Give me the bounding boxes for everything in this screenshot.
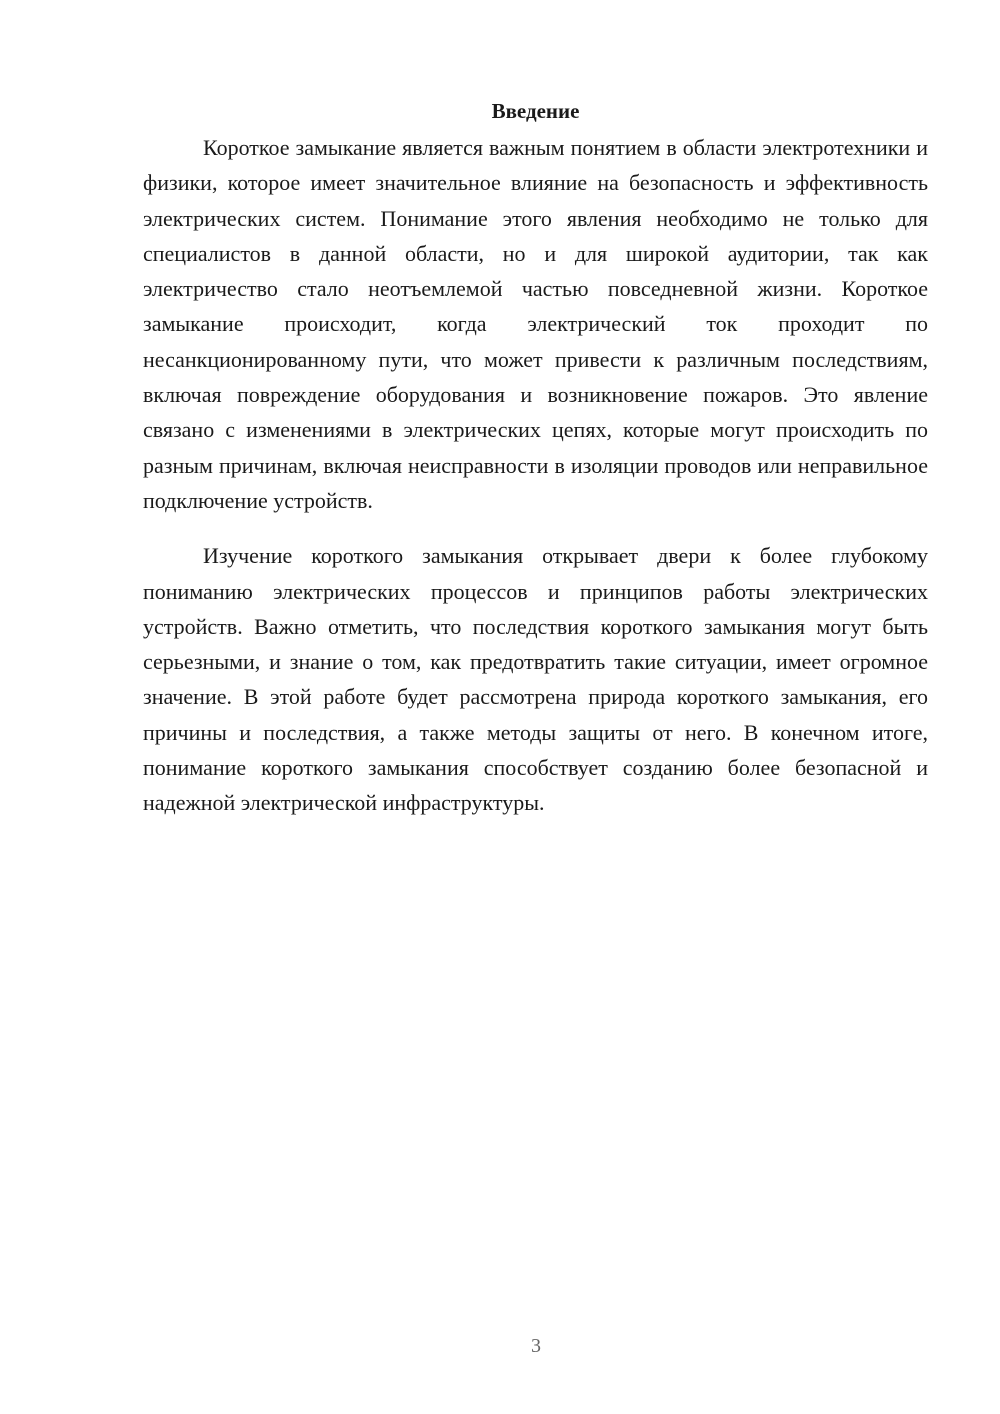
section-heading: Введение bbox=[491, 99, 580, 123]
paragraph-1: Короткое замыкание является важным понятием в области электротехники и физики, которое имеет значительное влияние на безопасность и эффективность электрических систем. Понимание этого явления необходимо не только для специалистов в данной области, но и для широкой аудитории, так как электричество стало неотъемлемой частью повседневной жизни. Короткое замыкание происходит, когда электрический ток проходит по несанкционированному пути, что может привести к различным последствиям, включая повреждение оборудования и возникновение пожаров. Это явление связано с изменениями в электрических цепях, которые могут происходить по разным причинам, включая неисправности в изоляции проводов или неправильное подключение устройств. bbox=[143, 135, 928, 513]
page-number: 3 bbox=[531, 1335, 541, 1357]
page-content bbox=[143, 96, 928, 821]
paragraph-2: Изучение короткого замыкания открывает двери к более глубокому пониманию электрических процессов и принципов работы электрических устройств. Важно отметить, что последствия короткого замыкания могут быть серьезными, и знание о том, как предотвратить такие ситуации, имеет огромное значение. В этой работе будет рассмотрена природа короткого замыкания, его причины и последствия, а также методы защиты от него. В конечном итоге, понимание короткого замыкания способствует созданию более безопасной и надежной электрической инфраструктуры. bbox=[143, 543, 928, 816]
